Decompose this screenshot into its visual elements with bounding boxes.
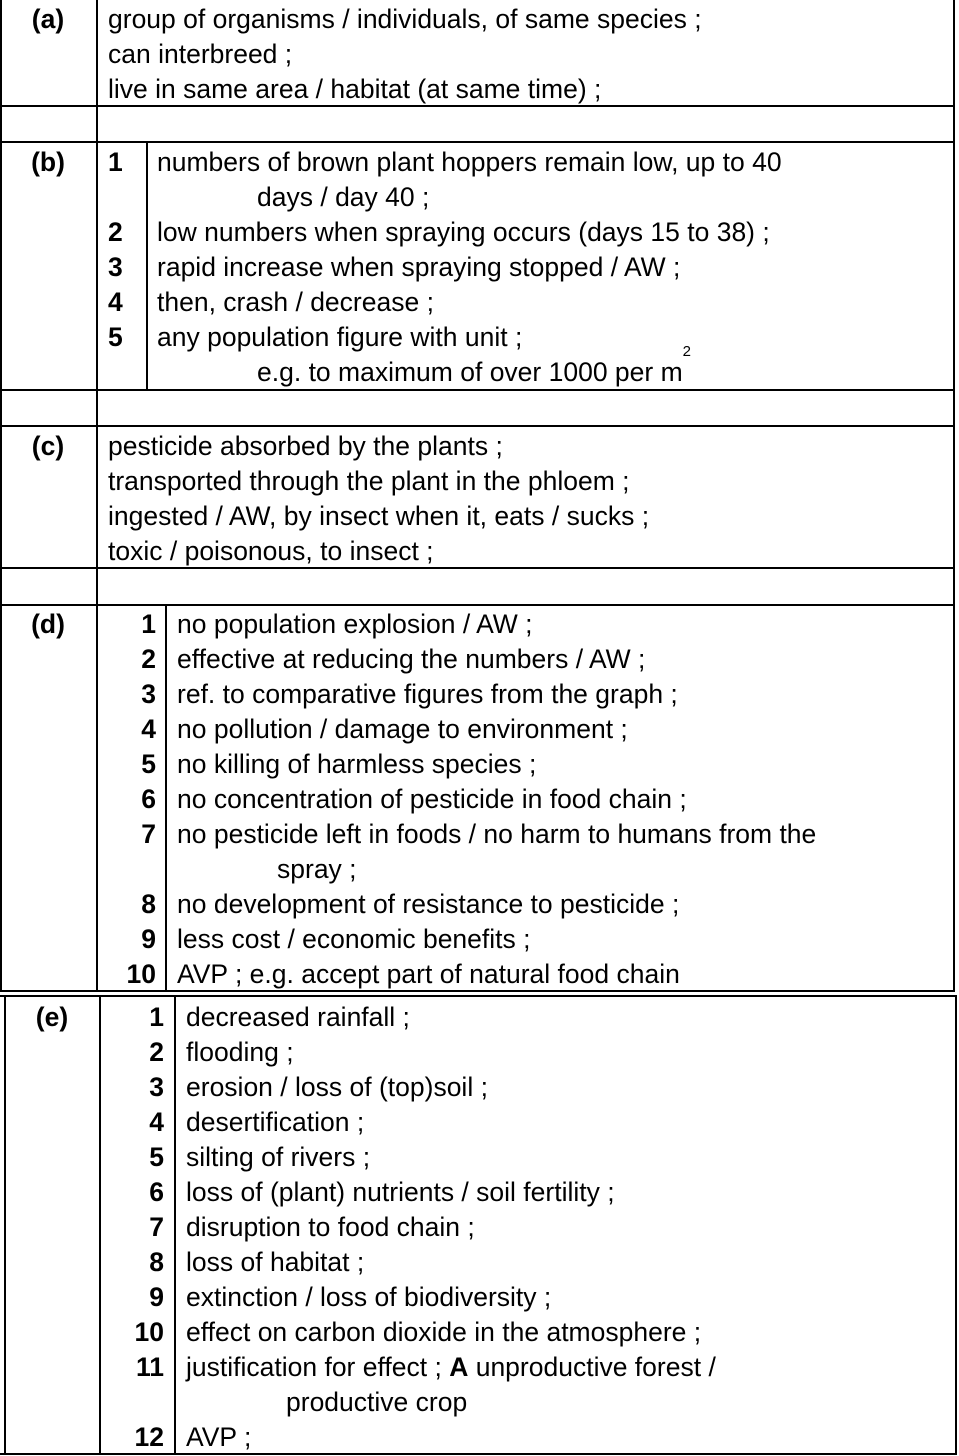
answer-line: group of organisms / individuals, of same species ; <box>108 4 702 34</box>
point-text-continued: productive crop <box>286 1387 468 1417</box>
point-number: 4 <box>108 287 123 317</box>
point-number: 3 <box>108 252 123 282</box>
point-number: 7 <box>149 1212 164 1242</box>
point-number: 1 <box>149 1002 164 1032</box>
answer-line: live in same area / habitat (at same time) ; <box>108 74 602 104</box>
point-text-continued <box>257 343 691 390</box>
point-number: 8 <box>149 1247 164 1277</box>
row-divider <box>0 604 955 606</box>
e-border-right <box>955 995 957 1455</box>
answer-line: ingested / AW, by insect when it, eats / sucks ; <box>108 501 650 531</box>
point-text-part: justification for effect ; <box>186 1352 442 1382</box>
point-text: AVP ; e.g. accept part of natural food chain <box>177 959 680 989</box>
example-text: e.g. to maximum of over 1000 per m <box>257 357 683 387</box>
row-divider <box>0 995 955 997</box>
point-number: 11 <box>135 1352 164 1382</box>
point-text-part: unproductive forest / <box>475 1352 716 1382</box>
point-number: 4 <box>149 1107 164 1137</box>
point-number: 4 <box>141 714 156 744</box>
point-text: ref. to comparative figures from the graph ; <box>177 679 678 709</box>
point-text <box>186 1350 716 1385</box>
point-number: 3 <box>149 1072 164 1102</box>
point-text: no concentration of pesticide in food chain ; <box>177 784 687 814</box>
point-text: no development of resistance to pesticide ; <box>177 889 680 919</box>
point-text: then, crash / decrease ; <box>157 287 434 317</box>
point-text: no pesticide left in foods / no harm to humans from the <box>177 819 817 849</box>
point-text: disruption to food chain ; <box>186 1212 475 1242</box>
answer-line: toxic / poisonous, to insect ; <box>108 536 434 566</box>
d-number-divider <box>165 604 167 992</box>
point-number: 2 <box>149 1037 164 1067</box>
point-text-continued: spray ; <box>277 854 357 884</box>
point-text: desertification ; <box>186 1107 365 1137</box>
point-number: 1 <box>141 609 156 639</box>
point-text: effective at reducing the numbers / AW ; <box>177 644 646 674</box>
point-text: less cost / economic benefits ; <box>177 924 531 954</box>
point-number: 1 <box>108 147 123 177</box>
answer-line: can interbreed ; <box>108 39 293 69</box>
point-number: 10 <box>126 959 156 989</box>
point-number: 9 <box>149 1282 164 1312</box>
point-text: erosion / loss of (top)soil ; <box>186 1072 488 1102</box>
point-text: loss of (plant) nutrients / soil fertility ; <box>186 1177 615 1207</box>
question-label-b: (b) <box>31 147 65 177</box>
point-number: 5 <box>149 1142 164 1172</box>
point-number: 8 <box>141 889 156 919</box>
point-number: 2 <box>141 644 156 674</box>
point-number: 6 <box>141 784 156 814</box>
question-label-e: (e) <box>35 1002 69 1032</box>
point-text: low numbers when spraying occurs (days 15 to 38) ; <box>157 217 770 247</box>
point-text: flooding ; <box>186 1037 294 1067</box>
point-number: 5 <box>108 322 123 352</box>
table-border-right <box>953 0 955 992</box>
point-text: numbers of brown plant hoppers remain low, up to 40 <box>157 147 782 177</box>
point-number: 5 <box>141 749 156 779</box>
point-text: silting of rivers ; <box>186 1142 371 1172</box>
point-text: loss of habitat ; <box>186 1247 365 1277</box>
point-text: no population explosion / AW ; <box>177 609 533 639</box>
answer-line: transported through the plant in the phloem ; <box>108 466 630 496</box>
point-number: 2 <box>108 217 123 247</box>
b-number-divider <box>146 141 148 391</box>
point-text: extinction / loss of biodiversity ; <box>186 1282 552 1312</box>
point-text: no killing of harmless species ; <box>177 749 537 779</box>
row-divider <box>0 141 955 143</box>
superscript: 2 <box>682 343 691 360</box>
e-label-divider <box>99 995 101 1455</box>
point-text: no pollution / damage to environment ; <box>177 714 628 744</box>
question-label-a: (a) <box>31 4 65 34</box>
question-label-c: (c) <box>31 431 65 461</box>
point-number: 6 <box>149 1177 164 1207</box>
question-label-d: (d) <box>31 609 65 639</box>
label-column-divider <box>96 0 98 992</box>
point-number: 12 <box>134 1422 164 1452</box>
point-text: rapid increase when spraying stopped / AW ; <box>157 252 681 282</box>
alternative-marker: A <box>449 1352 469 1382</box>
point-text-continued: days / day 40 ; <box>257 182 430 212</box>
point-number: 10 <box>134 1317 164 1347</box>
point-number: 9 <box>141 924 156 954</box>
point-number: 7 <box>141 819 156 849</box>
point-text: AVP ; <box>186 1422 252 1452</box>
point-text: decreased rainfall ; <box>186 1002 410 1032</box>
point-text: any population figure with unit ; <box>157 322 523 352</box>
e-border-left <box>4 995 6 1455</box>
e-number-divider <box>174 995 176 1455</box>
point-text: effect on carbon dioxide in the atmosphere ; <box>186 1317 702 1347</box>
point-number: 3 <box>141 679 156 709</box>
answer-line: pesticide absorbed by the plants ; <box>108 431 503 461</box>
row-divider <box>0 425 955 427</box>
